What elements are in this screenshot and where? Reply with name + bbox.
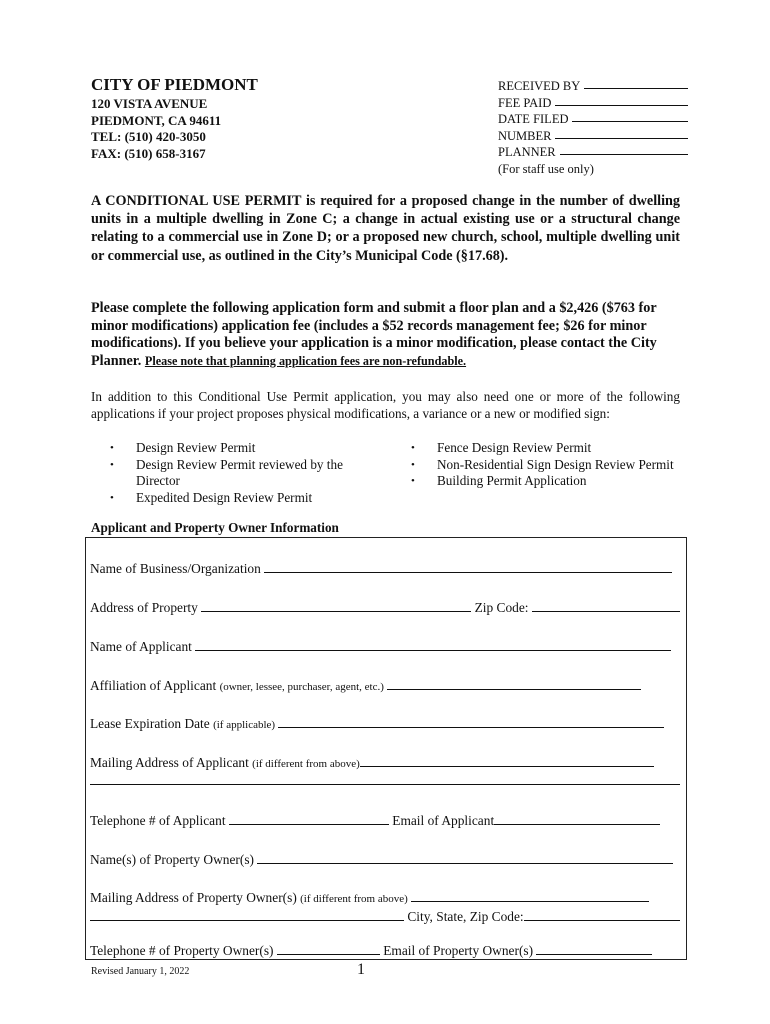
business-name-field[interactable]: Name of Business/Organization (90, 561, 672, 577)
applicant-name-field[interactable]: Name of Applicant (90, 639, 671, 655)
non-refundable-note: Please note that planning application fees are non-refundable. (144, 353, 467, 368)
received-by-field[interactable]: RECEIVED BY (498, 78, 688, 95)
intro-paragraph: A CONDITIONAL USE PERMIT is required for a proposed change in the number of dwelling units in a multiple dwelling in Zone C; a change in actual existing use or a structural change relating to a commercial use in Zone D; or a proposed new church, school, multiple dwelling unit or commercial use, as outlined in the City’s Municipal Code (§17.68). (91, 193, 680, 264)
staff-use-note: (For staff use only) (498, 161, 594, 176)
agency-header (91, 74, 391, 162)
section-title: Applicant and Property Owner Information (91, 520, 339, 535)
list-item: • Building Permit Application (411, 473, 681, 490)
fee-paid-field[interactable]: FEE PAID (498, 95, 688, 112)
agency-fax: FAX: (510) 658-3167 (91, 145, 206, 161)
date-filed-field[interactable]: DATE FILED (498, 111, 688, 128)
zip-label: Zip Code: (474, 600, 529, 615)
page-number: 1 (357, 961, 365, 978)
permit-list-right (411, 440, 681, 490)
planner-field[interactable]: PLANNER (498, 144, 688, 161)
instructions-text: Please complete the following application form and submit a floor plan and a $2,426 ($763 for minor modifications) application fee (includes a $52 records management fee; $26 for minor modifications). If you believe your application is a minor modification, please contact the City Planner. (91, 300, 657, 369)
owner-mailing-field[interactable]: Mailing Address of Property Owner(s) (if different from above) (90, 890, 649, 906)
lease-expiration-field[interactable]: Lease Expiration Date (if applicable) (90, 716, 664, 732)
list-item: • Design Review Permit reviewed by the Director (110, 457, 380, 490)
additional-applications-paragraph: In addition to this Conditional Use Permit application, you may also need one or more of the following applications if your project proposes physical modifications, a variance or a new or modified sign: (91, 389, 680, 421)
property-owners-field[interactable]: Name(s) of Property Owner(s) (90, 852, 673, 868)
agency-street: 120 VISTA AVENUE (91, 96, 208, 111)
applicant-affiliation-field[interactable]: Affiliation of Applicant (owner, lessee, purchaser, agent, etc.) (90, 678, 641, 694)
list-item: • Design Review Permit (110, 440, 380, 457)
agency-city: PIEDMONT, CA 94611 (91, 112, 222, 128)
owner-email-label: Email of Property Owner(s) (383, 943, 534, 958)
applicant-mailing-field[interactable]: Mailing Address of Applicant (if different from above) (90, 755, 654, 771)
owner-city-state-zip-field[interactable]: City, State, Zip Code: (90, 909, 680, 925)
agency-tel: TEL: (510) 420-3050 (91, 129, 206, 144)
list-item: • Expedited Design Review Permit (110, 490, 380, 507)
applicant-mailing-line-2[interactable] (90, 773, 680, 789)
permit-list-left (110, 440, 380, 506)
owner-phone-field[interactable]: Telephone # of Property Owner(s) Email of Property Owner(s) (90, 943, 652, 959)
staff-use-block (498, 78, 688, 177)
agency-name: CITY OF PIEDMONT (91, 75, 258, 94)
list-item: • Non-Residential Sign Design Review Permit (411, 457, 681, 474)
applicant-email-label: Email of Applicant (392, 813, 495, 828)
number-field[interactable]: NUMBER (498, 128, 688, 145)
instructions-paragraph (91, 300, 691, 370)
list-item: • Fence Design Review Permit (411, 440, 681, 457)
property-address-field[interactable]: Address of Property Zip Code: (90, 600, 680, 616)
revision-date: Revised January 1, 2022 (91, 966, 190, 977)
applicant-phone-field[interactable]: Telephone # of Applicant Email of Applicant (90, 813, 660, 829)
